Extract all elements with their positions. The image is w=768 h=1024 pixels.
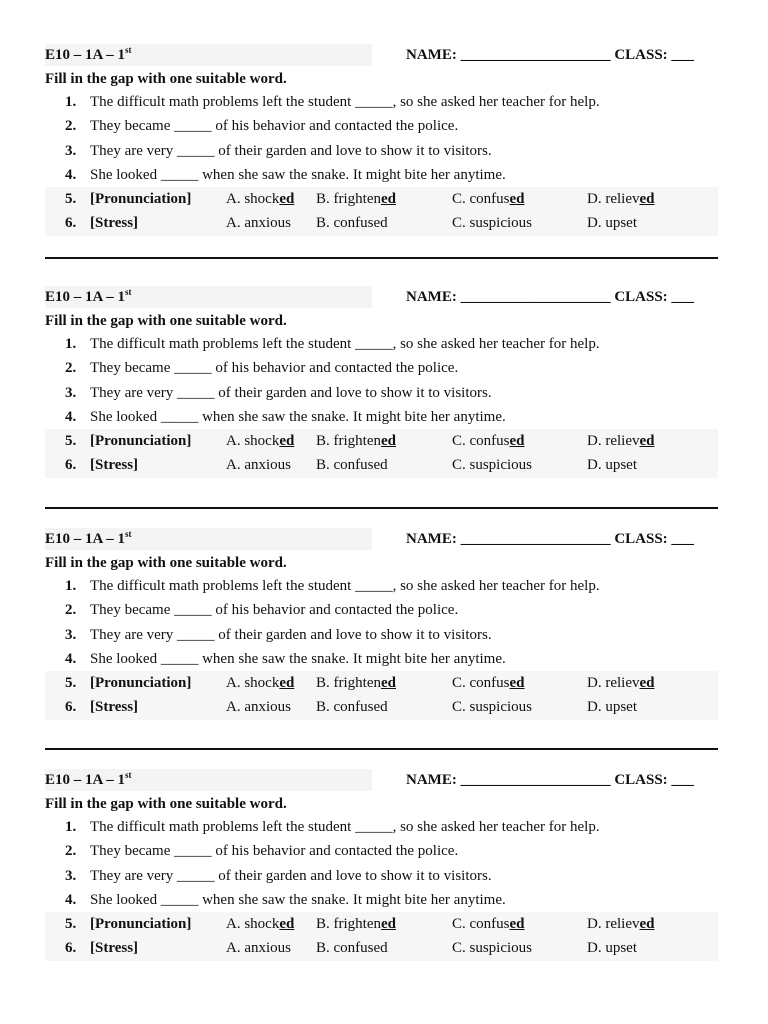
option-b: B. confused [316, 215, 388, 232]
instruction: Fill in the gap with one suitable word. [45, 796, 287, 812]
divider-line [45, 507, 718, 509]
question-1: 1. The difficult math problems left the student _____, so she asked her teacher for help. [65, 336, 600, 352]
option-a: A. shocked [226, 916, 295, 933]
worksheet-block-3 [45, 528, 718, 720]
worksheet-code: E10 – 1A – 1st [45, 44, 372, 66]
question-stress: 6. [Stress] A. anxious B. confused C. suspicious D. upset [45, 453, 718, 477]
worksheet-code: E10 – 1A – 1st [45, 286, 372, 308]
worksheet-code: E10 – 1A – 1st [45, 528, 372, 550]
option-d: D. relieved [587, 675, 655, 692]
question-1: 1. The difficult math problems left the student _____, so she asked her teacher for help. [65, 578, 600, 594]
option-a: A. anxious [226, 940, 291, 957]
option-d: D. relieved [587, 433, 655, 450]
option-b: B. frightened [316, 191, 396, 208]
name-class-field: NAME: ____________________ CLASS: ___ [406, 47, 694, 63]
option-b: B. frightened [316, 675, 396, 692]
question-3: 3. They are very _____ of their garden and love to show it to visitors. [65, 867, 492, 884]
option-d: D. upset [587, 940, 637, 957]
block-header [45, 44, 718, 66]
question-2: 2. They became _____ of his behavior and contacted the police. [65, 360, 459, 377]
option-c: C. suspicious [452, 215, 533, 232]
question-pronunciation: 5. [Pronunciation] A. shocked B. frightened C. confused D. relieved [45, 671, 718, 695]
option-d: D. upset [587, 215, 637, 232]
question-4: 4. She looked _____ when she saw the snake. It might bite her anytime. [65, 408, 506, 425]
option-c: C. suspicious [452, 457, 533, 474]
question-3: 3. They are very _____ of their garden and love to show it to visitors. [65, 626, 492, 643]
question-4: 4. She looked _____ when she saw the snake. It might bite her anytime. [65, 891, 506, 908]
option-a: A. anxious [226, 457, 291, 474]
worksheet-block-2 [45, 286, 718, 478]
question-1: 1. The difficult math problems left the student _____, so she asked her teacher for help. [65, 94, 600, 110]
question-stress: 6. [Stress] A. anxious B. confused C. suspicious D. upset [45, 695, 718, 719]
block-header [45, 528, 718, 550]
block-header [45, 286, 718, 308]
option-c: C. confused [452, 675, 525, 692]
option-a: A. anxious [226, 215, 291, 232]
worksheet-block-1 [45, 44, 718, 236]
option-d: D. relieved [587, 916, 655, 933]
option-c: C. suspicious [452, 699, 533, 716]
option-a: A. shocked [226, 191, 295, 208]
question-4: 4. She looked _____ when she saw the snake. It might bite her anytime. [65, 650, 506, 667]
question-2: 2. They became _____ of his behavior and contacted the police. [65, 843, 459, 860]
name-class-field: NAME: ____________________ CLASS: ___ [406, 772, 694, 788]
option-b: B. frightened [316, 433, 396, 450]
option-a: A. shocked [226, 433, 295, 450]
question-4: 4. She looked _____ when she saw the snake. It might bite her anytime. [65, 166, 506, 183]
option-c: C. confused [452, 433, 525, 450]
divider-line [45, 257, 718, 259]
question-pronunciation: 5. [Pronunciation] A. shocked B. frightened C. confused D. relieved [45, 429, 718, 453]
option-b: B. confused [316, 699, 388, 716]
option-b: B. frightened [316, 916, 396, 933]
question-1: 1. The difficult math problems left the student _____, so she asked her teacher for help. [65, 819, 600, 835]
worksheet-block-4 [45, 769, 718, 961]
divider-line [45, 748, 718, 750]
instruction: Fill in the gap with one suitable word. [45, 71, 287, 87]
question-2: 2. They became _____ of his behavior and contacted the police. [65, 118, 459, 135]
name-class-field: NAME: ____________________ CLASS: ___ [406, 289, 694, 305]
question-pronunciation: 5. [Pronunciation] A. shocked B. frightened C. confused D. relieved [45, 912, 718, 936]
block-header [45, 769, 718, 791]
option-d: D. upset [587, 457, 637, 474]
option-b: B. confused [316, 940, 388, 957]
question-stress: 6. [Stress] A. anxious B. confused C. suspicious D. upset [45, 936, 718, 960]
question-3: 3. They are very _____ of their garden and love to show it to visitors. [65, 142, 492, 159]
name-class-field: NAME: ____________________ CLASS: ___ [406, 531, 694, 547]
option-c: C. suspicious [452, 940, 533, 957]
option-c: C. confused [452, 191, 525, 208]
option-d: D. relieved [587, 191, 655, 208]
question-3: 3. They are very _____ of their garden and love to show it to visitors. [65, 384, 492, 401]
question-pronunciation: 5. [Pronunciation] A. shocked B. frightened C. confused D. relieved [45, 187, 718, 211]
instruction: Fill in the gap with one suitable word. [45, 555, 287, 571]
option-a: A. anxious [226, 699, 291, 716]
option-d: D. upset [587, 699, 637, 716]
option-a: A. shocked [226, 675, 295, 692]
worksheet-code: E10 – 1A – 1st [45, 769, 372, 791]
question-2: 2. They became _____ of his behavior and contacted the police. [65, 602, 459, 619]
question-stress: 6. [Stress] A. anxious B. confused C. suspicious D. upset [45, 211, 718, 235]
option-c: C. confused [452, 916, 525, 933]
option-b: B. confused [316, 457, 388, 474]
instruction: Fill in the gap with one suitable word. [45, 313, 287, 329]
